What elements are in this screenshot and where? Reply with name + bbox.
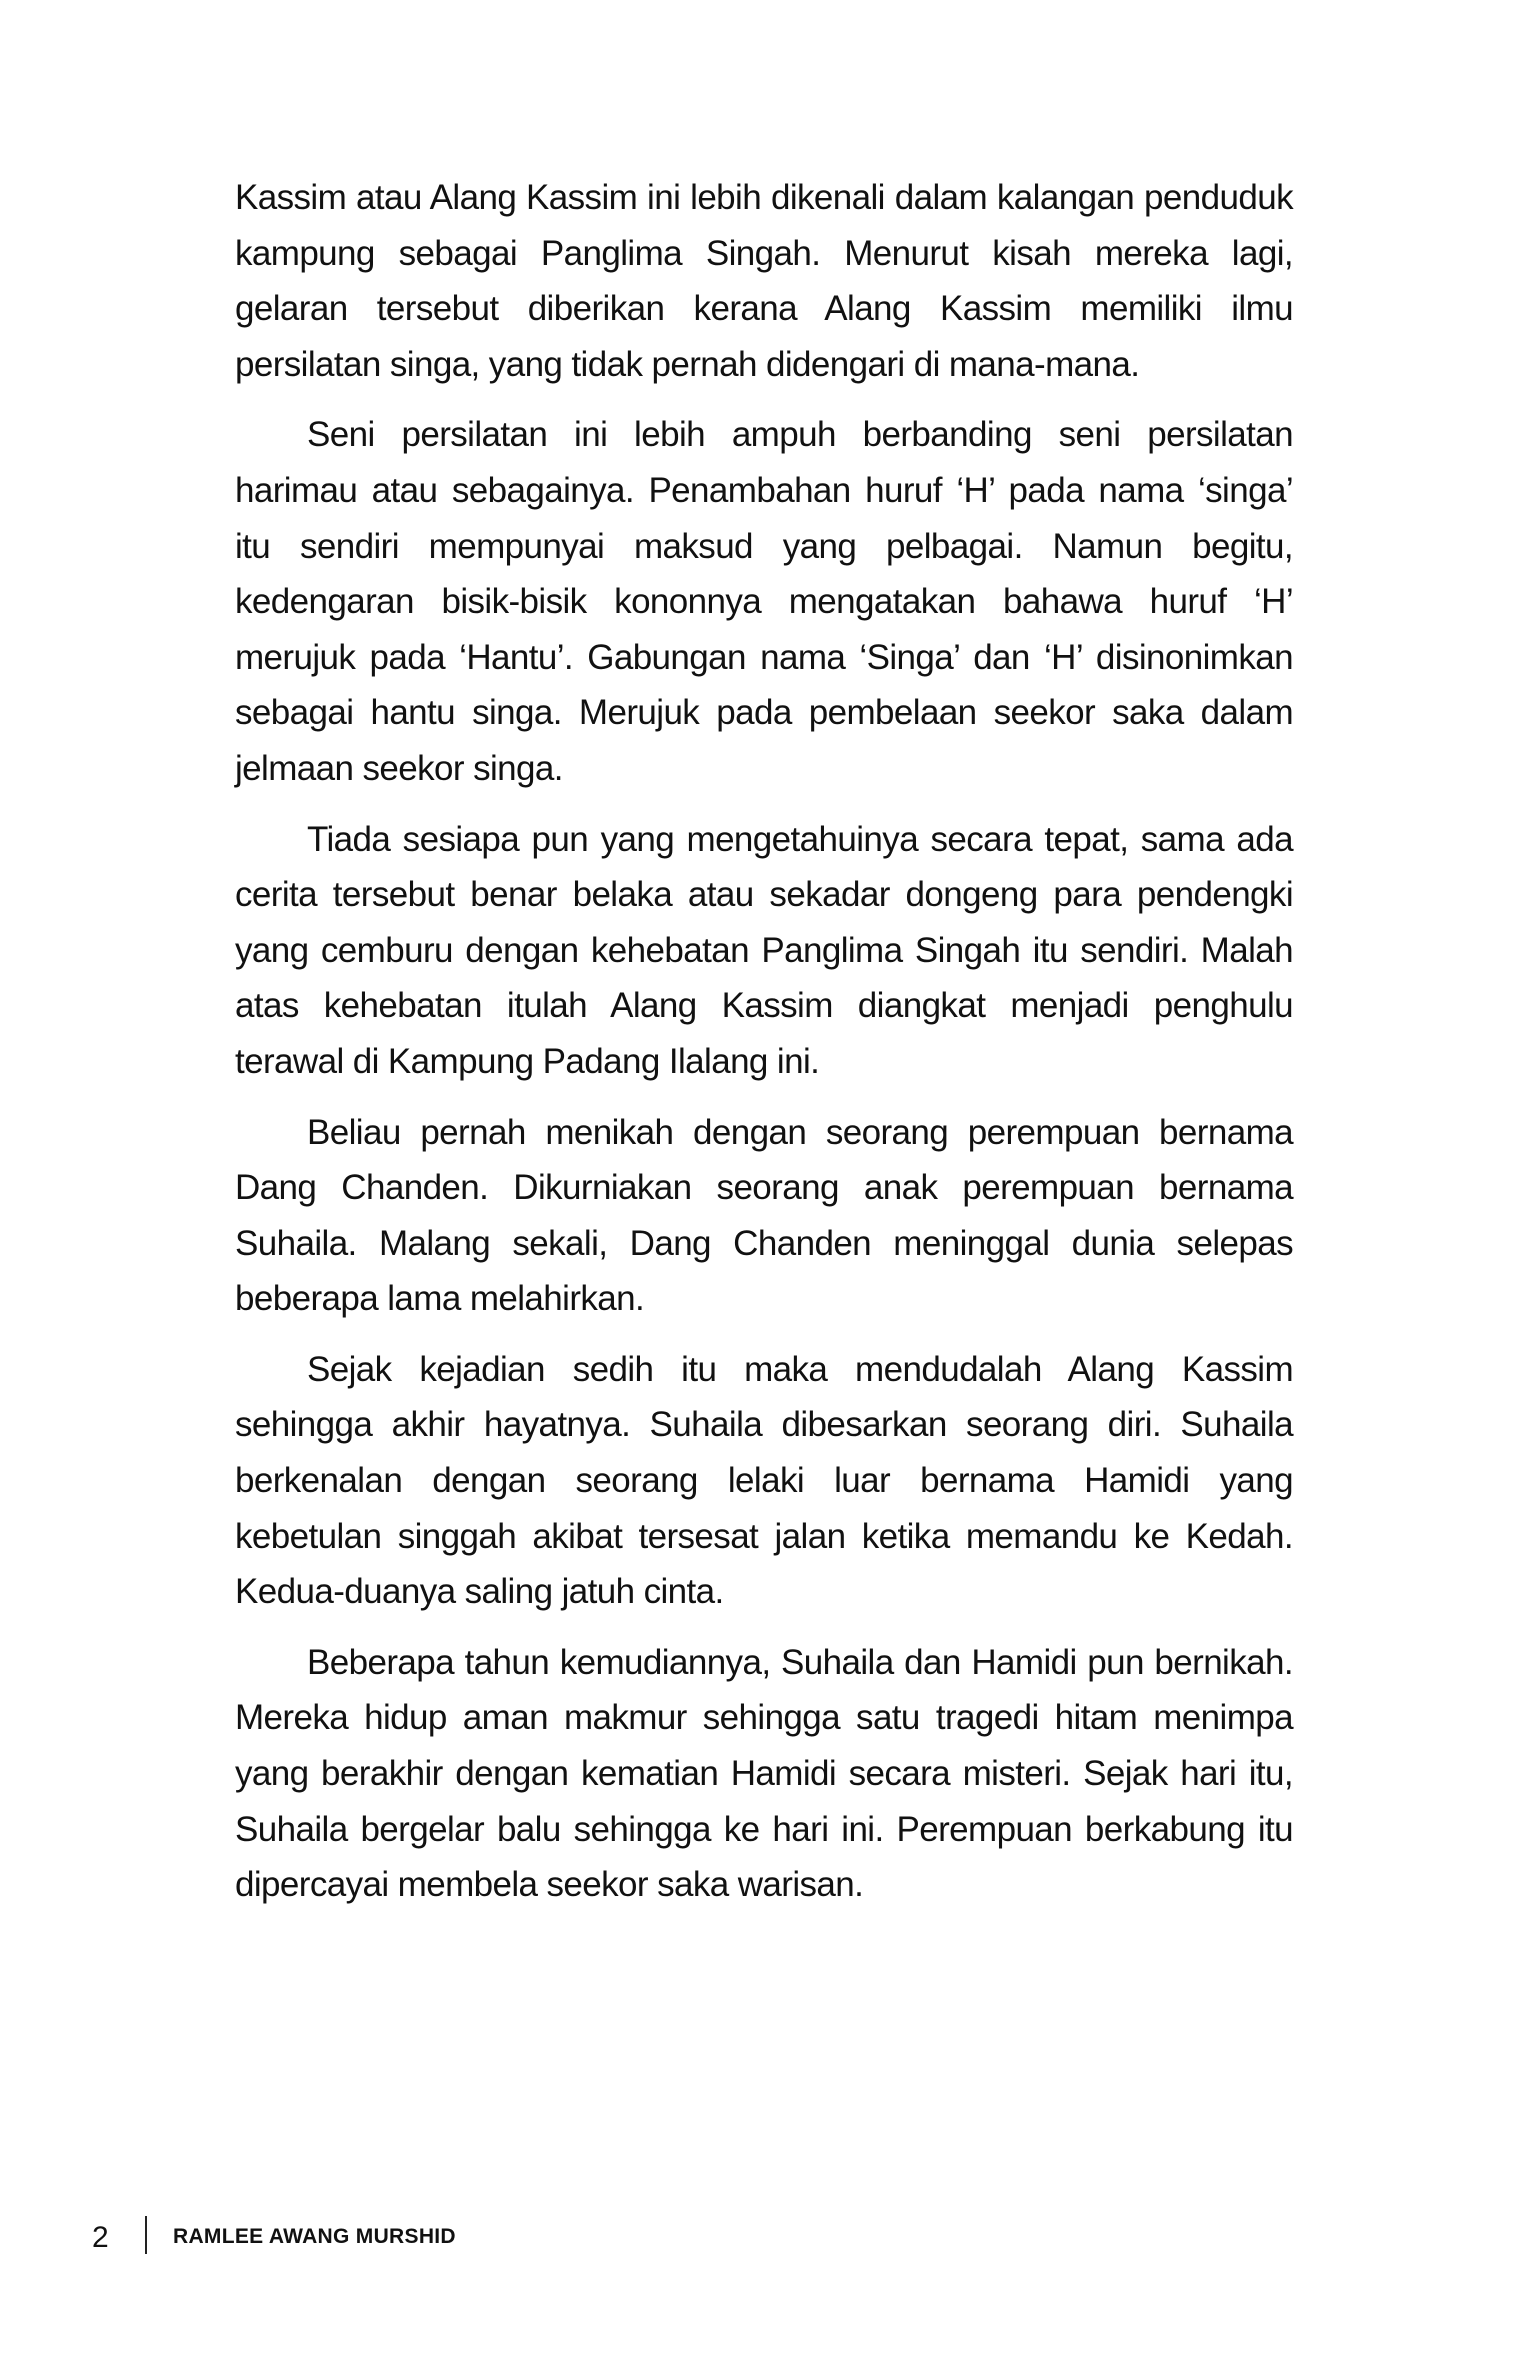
- page-number: 2: [92, 2221, 109, 2254]
- body-text: [235, 170, 1293, 1928]
- paragraph-5: Sejak kejadian sedih itu maka mendudalah Alang Kassim sehingga akhir hayatnya. Suhaila dibesarkan seorang diri. Suhaila berkenalan dengan seorang lelaki luar bernama Hamidi yang kebetulan singgah akibat tersesat jalan ketika memandu ke Kedah. Kedua-duanya saling jatuh cinta.: [235, 1349, 1293, 1612]
- running-author-name: RAMLEE AWANG MURSHID: [173, 2225, 456, 2248]
- footer-divider: [145, 2216, 147, 2254]
- page-footer: [0, 2210, 1535, 2266]
- paragraph-2: Seni persilatan ini lebih ampuh berbanding seni persilatan harimau atau sebagainya. Penambahan huruf ‘H’ pada nama ‘singa’ itu sendiri mempunyai maksud yang pelbagai. Namun begitu, kedengaran bisik-bisik kononnya mengatakan bahawa huruf ‘H’ merujuk pada ‘Hantu’. Gabungan nama ‘Singa’ dan ‘H’ disinonimkan sebagai hantu singa. Merujuk pada pembelaan seekor saka dalam jelmaan seekor singa.: [235, 415, 1293, 788]
- paragraph-1: Kassim atau Alang Kassim ini lebih dikenali dalam kalangan penduduk kampung sebagai Panglima Singah. Menurut kisah mereka lagi, gelaran tersebut diberikan kerana Alang Kassim memiliki ilmu persilatan singa, yang tidak pernah didengari di mana-mana.: [235, 178, 1293, 384]
- paragraph-3: Tiada sesiapa pun yang mengetahuinya secara tepat, sama ada cerita tersebut benar belaka atau sekadar dongeng para pendengki yang cemburu dengan kehebatan Panglima Singah itu sendiri. Malah atas kehebatan itulah Alang Kassim diangkat menjadi penghulu terawal di Kampung Padang Ilalang ini.: [235, 819, 1293, 1081]
- paragraph-4: Beliau pernah menikah dengan seorang perempuan bernama Dang Chanden. Dikurniakan seorang anak perempuan bernama Suhaila. Malang sekali, Dang Chanden meninggal dunia selepas beberapa lama melahirkan.: [235, 1112, 1293, 1319]
- paragraph-6: Beberapa tahun kemudiannya, Suhaila dan Hamidi pun bernikah. Mereka hidup aman makmur sehingga satu tragedi hitam menimpa yang berakhir dengan kematian Hamidi secara misteri. Sejak hari itu, Suhaila bergelar balu sehingga ke hari ini. Perempuan berkabung itu dipercayai membela seekor saka warisan.: [235, 1642, 1293, 1905]
